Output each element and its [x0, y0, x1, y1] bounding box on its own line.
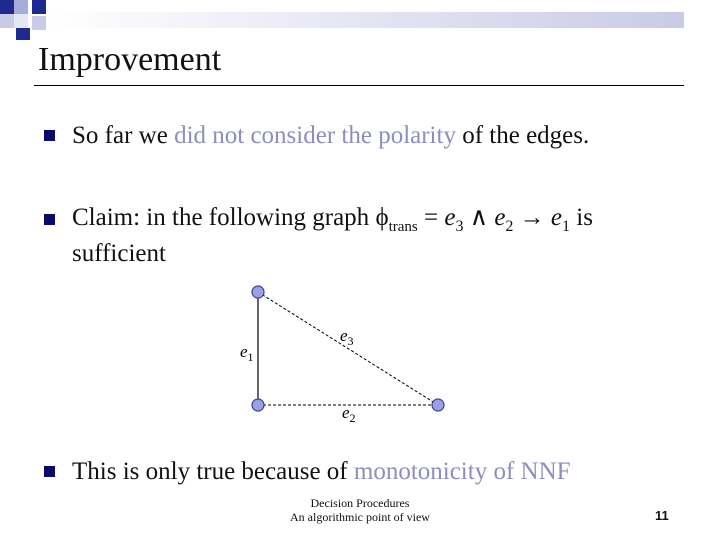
graph-node — [432, 399, 444, 411]
bullet-text: So far we — [72, 122, 175, 149]
edge-symbol: e — [494, 204, 506, 231]
footer-line: An algorithmic point of view — [290, 510, 430, 524]
phi-subscript: trans — [388, 219, 418, 235]
bullet-text: Claim: in the following graph — [72, 204, 376, 231]
highlight-text: monotonicity of NNF — [353, 458, 571, 485]
equals-sign: = — [417, 204, 445, 231]
footer — [270, 496, 450, 524]
phi-symbol: ϕ — [375, 204, 389, 231]
footer-line: Decision Procedures — [310, 496, 410, 510]
graph-node — [252, 286, 264, 298]
edge-label-e1: $e_1$ — [240, 342, 254, 364]
edge-label-e2: $e_2$ — [342, 403, 356, 425]
and-operator: ∧ — [463, 204, 495, 231]
edge-symbol: e — [550, 204, 563, 231]
edge-symbol: e — [444, 204, 456, 231]
edge-subscript: 1 — [562, 218, 571, 235]
bullet-monotonicity — [72, 454, 571, 490]
implies-operator: → — [513, 204, 551, 231]
edge-e3 — [258, 292, 438, 405]
bullet-text: This is only true because of — [72, 458, 354, 485]
bullet-claim-line2: sufficient — [72, 240, 166, 267]
slide-title: Improvement — [38, 41, 222, 78]
highlight-text: did not consider the polarity — [174, 122, 456, 149]
edge-subscript: 3 — [455, 218, 464, 235]
bullet-text: of the edges. — [455, 122, 590, 149]
edge-subscript: 2 — [505, 218, 514, 235]
page-number: 11 — [655, 508, 669, 523]
edge-label-e3: $e_3$ — [340, 326, 354, 348]
graph-node — [252, 399, 264, 411]
bullet-marker — [44, 466, 55, 477]
bullet-text: is — [570, 204, 593, 231]
